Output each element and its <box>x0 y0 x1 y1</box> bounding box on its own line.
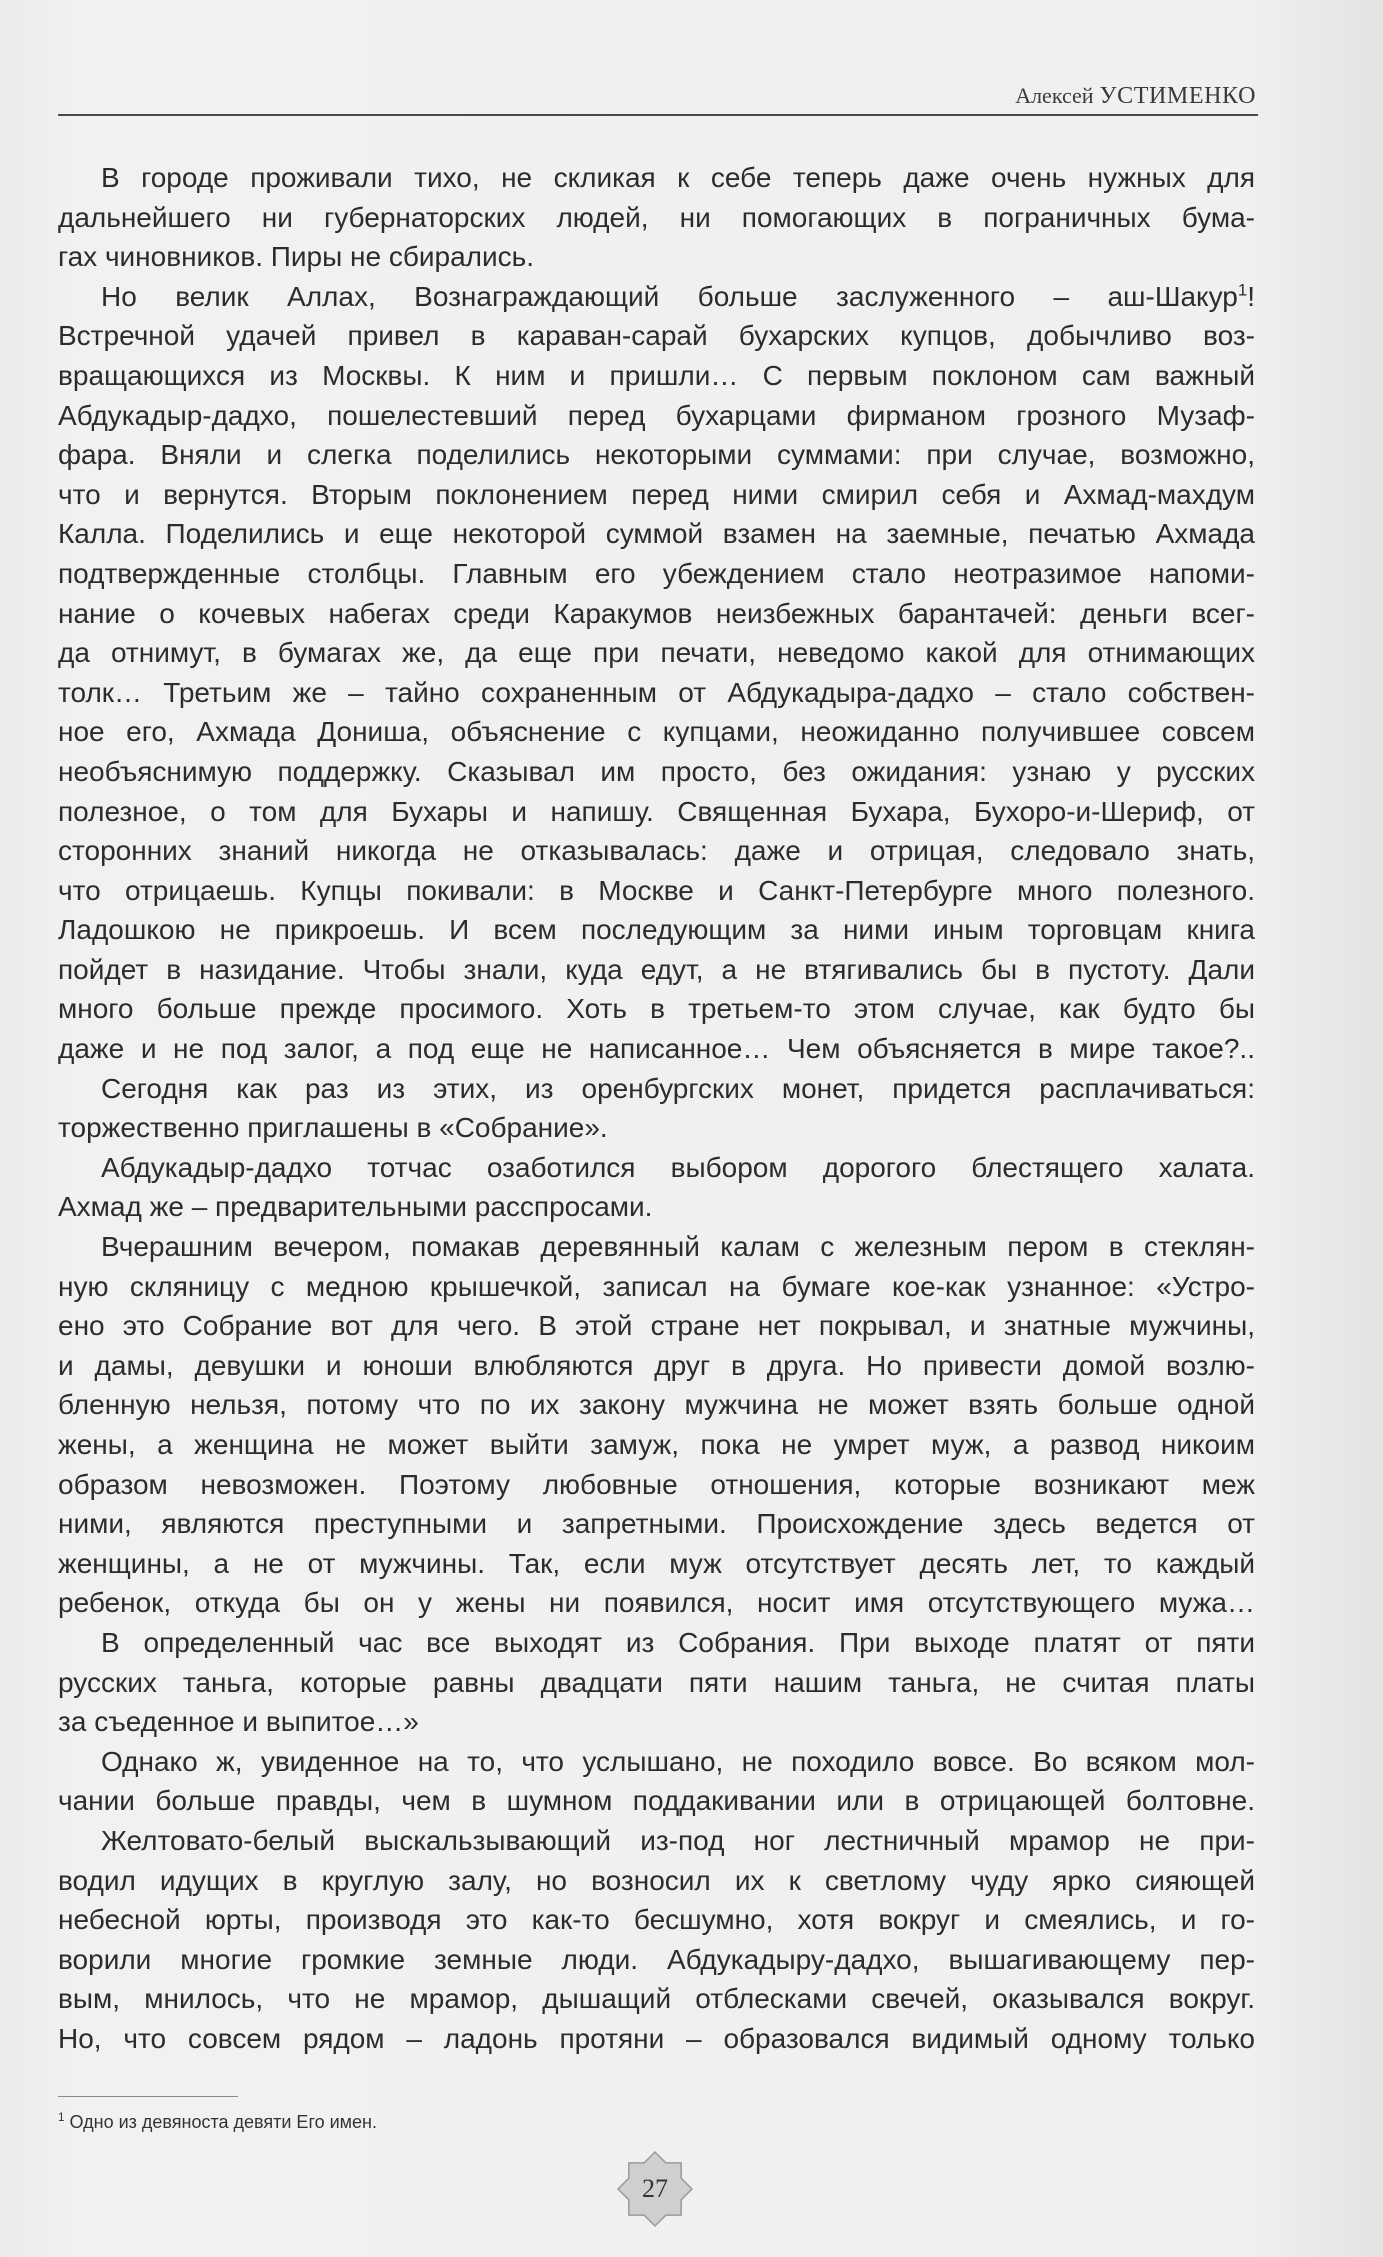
text-line: много больше прежде просимого. Хоть в третьем-то этом случае, как будто бы <box>58 993 1255 1025</box>
paragraph <box>58 277 1255 1069</box>
text-line: дальнейшего ни губернаторских людей, ни помогающих в пограничных бума- <box>58 201 1255 233</box>
text-line: и дамы, девушки и юноши влюбляются друг в друга. Но привести домой возлю- <box>58 1349 1255 1381</box>
text-line: Желтовато-белый выскальзывающий из-под ног лестничный мрамор не при- <box>101 1824 1255 1856</box>
footnote-mark: 1 <box>58 2111 65 2124</box>
text-line: Абдукадыр-дадхо тотчас озаботился выбором дорогого блестящего халата. <box>101 1151 1255 1183</box>
paragraph <box>58 1821 1255 2059</box>
running-head <box>1015 80 1256 112</box>
footnote-text: Одно из девяноста девяти Его имен. <box>69 2112 378 2132</box>
text-line: сторонних знаний никогда не отказывалась: даже и отрицая, следовало знать, <box>58 835 1255 867</box>
text-line: даже и не под залог, а под еще не написанное… Чем объясняется в мире такое?.. <box>58 1033 1255 1065</box>
text-line: жены, а женщина не может выйти замуж, пока не умрет муж, а развод никоим <box>58 1429 1255 1460</box>
text-line: ное его, Ахмада Дониша, объяснение с купцами, неожиданно получившее совсем <box>58 716 1255 748</box>
running-head-author-last: УСТИМЕНКО <box>1099 83 1256 109</box>
text-line: ворили многие громкие земные люди. Абдукадыру-дадхо, вышагивающему пер- <box>58 1943 1255 1975</box>
footnote <box>58 2110 377 2134</box>
text-line: женщины, а не от мужчины. Так, если муж отсутствует десять лет, то каждый <box>58 1547 1255 1579</box>
text-line: ную скляницу с медною крышечкой, записал на бумаге кое-как узнанное: «Устро- <box>58 1270 1255 1302</box>
text-line: за съеденное и выпитое…» <box>58 1706 419 1738</box>
footnote-rule <box>58 2096 238 2097</box>
text-run: Но велик Аллах, Вознаграждающий больше заслуженного – аш-Шакур <box>101 280 1238 312</box>
text-line: гах чиновников. Пиры не сбирались. <box>58 241 534 273</box>
text-line: небесной юрты, производя это как-то бесшумно, хотя вокруг и смеялись, и го- <box>58 1904 1255 1936</box>
text-run: ! <box>1247 280 1255 312</box>
page-number: 27 <box>642 2174 668 2203</box>
paragraph <box>58 1742 1255 1821</box>
text-line: торжественно приглашены в «Собрание». <box>58 1112 608 1144</box>
text-line: русских таньга, которые равны двадцати пяти нашим таньга, не считая платы <box>58 1666 1255 1698</box>
text-line: В определенный час все выходят из Собрания. При выходе платят от пяти <box>101 1626 1255 1658</box>
text-line: Вчерашним вечером, помакав деревянный калам с железным пером в стеклян- <box>101 1231 1255 1263</box>
running-head-author-first: Алексей <box>1015 83 1094 108</box>
text-line: фара. Вняли и слегка поделились некоторыми суммами: при случае, возможно, <box>58 439 1255 471</box>
paragraph <box>58 1623 1255 1742</box>
text-line: пойдет в назидание. Чтобы знали, куда едут, а не втягивались бы в пустоту. Дали <box>58 953 1255 985</box>
page-number-badge <box>615 2149 695 2229</box>
text-line: Ладошкою не прикроешь. И всем последующим за ними иным торговцам книга <box>58 914 1255 946</box>
body-text <box>58 158 1255 2059</box>
text-line: толк… Третьим же – тайно сохраненным от Абдукадыра-дадхо – стало собствен- <box>58 676 1255 708</box>
text-line: вым, мнилось, что не мрамор, дышащий отблесками свечей, оказывался вокруг. <box>58 1983 1255 2015</box>
text-line: водил идущих в круглую залу, но возносил их к светлому чуду ярко сияющей <box>58 1864 1255 1896</box>
paragraph <box>58 1227 1255 1623</box>
text-line: образом невозможен. Поэтому любовные отношения, которые возникают меж <box>58 1468 1255 1500</box>
text-line: Абдукадыр-дадхо, пошелестевший перед бухарцами фирманом грозного Музаф- <box>58 399 1255 431</box>
text-line: нание о кочевых набегах среди Каракумов неизбежных барантачей: деньги всег- <box>58 597 1255 629</box>
text-line: Калла. Поделились и еще некоторой суммой взамен на заемные, печатью Ахмада <box>58 518 1255 550</box>
paragraph <box>58 1148 1255 1227</box>
text-line: необъяснимую поддержку. Сказывал им просто, без ожидания: узнаю у русских <box>58 755 1255 787</box>
text-line: что и вернутся. Вторым поклонением перед ними смирил себя и Ахмад-махдум <box>58 478 1255 510</box>
text-line: В городе проживали тихо, не скликая к себе теперь даже очень нужных для <box>101 162 1255 193</box>
text-line: Ахмад же – предварительными расспросами. <box>58 1191 653 1223</box>
text-line: Сегодня как раз из этих, из оренбургских монет, придется расплачиваться: <box>101 1072 1255 1104</box>
text-line: полезное, о том для Бухары и напишу. Священная Бухара, Бухоро-и-Шериф, от <box>58 795 1255 827</box>
text-line: Однако ж, увиденное на то, что услышано, не походило вовсе. Во всяком мол- <box>101 1745 1255 1777</box>
text-line: подтвержденные столбцы. Главным его убеждением стало неотразимое напоми- <box>58 557 1255 589</box>
text-line: вращающихся из Москвы. К ним и пришли… С первым поклоном сам важный <box>58 359 1255 391</box>
text-line: бленную нельзя, потому что по их закону мужчина не может взять больше одной <box>58 1389 1255 1421</box>
text-line: ено это Собрание вот для чего. В этой стране нет покрывал, и знатные мужчины, <box>58 1310 1255 1342</box>
running-head-rule <box>58 114 1258 116</box>
text-line <box>58 277 1255 317</box>
text-line: Встречной удачей привел в караван-сарай бухарских купцов, добычливо воз- <box>58 320 1255 352</box>
text-line: чании больше правды, чем в шумном поддакивании или в отрицающей болтовне. <box>58 1785 1255 1817</box>
paragraph <box>58 1069 1255 1148</box>
text-line: Но, что совсем рядом – ладонь протяни – образовался видимый одному только <box>58 2022 1255 2054</box>
text-line: да отнимут, в бумагах же, да еще при печати, неведомо какой для отнимающих <box>58 637 1255 669</box>
text-line: что отрицаешь. Купцы покивали: в Москве и Санкт-Петербурге много полезного. <box>58 874 1255 906</box>
text-line: ними, являются преступными и запретными. Происхождение здесь ведется от <box>58 1508 1255 1540</box>
paragraph <box>58 158 1255 277</box>
footnote-reference: 1 <box>1237 280 1248 300</box>
text-line: ребенок, откуда бы он у жены ни появился, носит имя отсутствующего мужа… <box>58 1587 1255 1619</box>
